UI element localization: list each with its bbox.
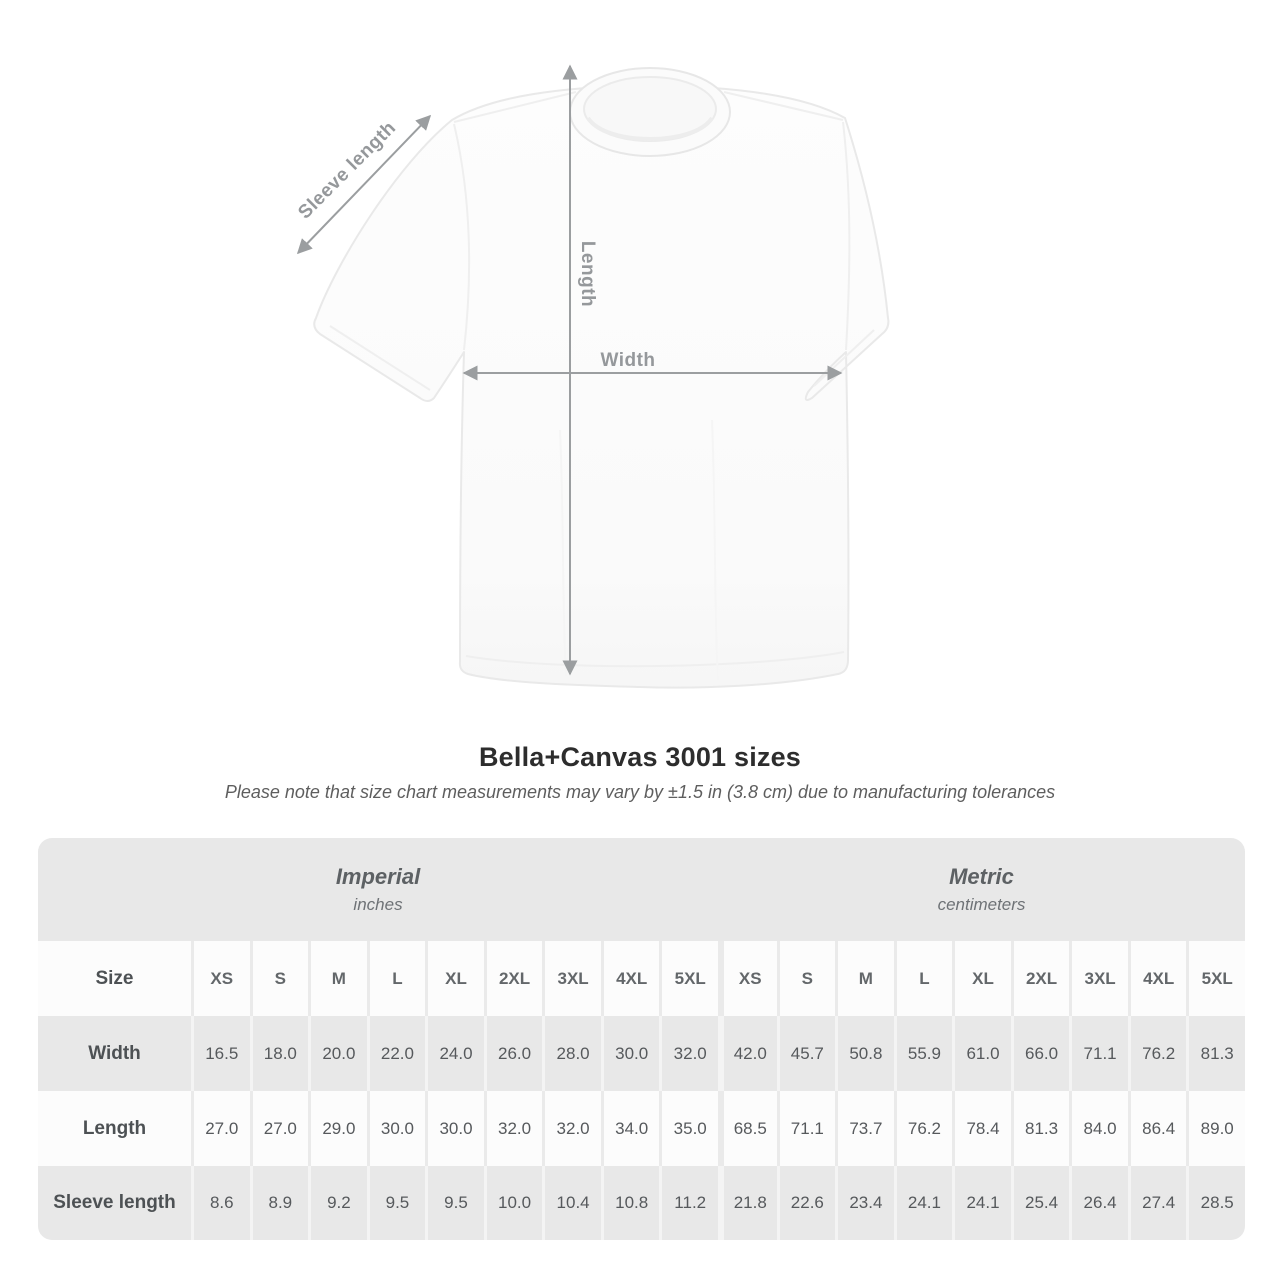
width-value-cell: 32.0 xyxy=(659,1016,718,1091)
imperial-unit-header xyxy=(38,864,718,915)
length-value-cell: 27.0 xyxy=(250,1091,309,1166)
title-block xyxy=(0,742,1280,803)
length-value-cell: 84.0 xyxy=(1069,1091,1128,1166)
size-column-header: L xyxy=(894,941,953,1016)
metric-sublabel: centimeters xyxy=(937,895,1026,914)
imperial-label: Imperial xyxy=(335,864,421,889)
width-value-cell: 55.9 xyxy=(894,1016,953,1091)
width-value-cell: 18.0 xyxy=(250,1016,309,1091)
length-value-cell: 27.0 xyxy=(191,1091,250,1166)
table-row-sleeve-length xyxy=(38,1166,1245,1240)
sleeve-length-value-cell: 10.8 xyxy=(601,1166,660,1240)
length-value-cell: 32.0 xyxy=(542,1091,601,1166)
size-column-header: M xyxy=(308,941,367,1016)
length-value-cell: 86.4 xyxy=(1128,1091,1187,1166)
size-column-header: 5XL xyxy=(1186,941,1245,1016)
size-column-header: 2XL xyxy=(484,941,543,1016)
width-value-cell: 22.0 xyxy=(367,1016,426,1091)
width-value-cell: 71.1 xyxy=(1069,1016,1128,1091)
sleeve-length-value-cell: 24.1 xyxy=(894,1166,953,1240)
length-value-cell: 35.0 xyxy=(659,1091,718,1166)
width-value-cell: 16.5 xyxy=(191,1016,250,1091)
width-value-cell: 26.0 xyxy=(484,1016,543,1091)
width-value-cell: 61.0 xyxy=(952,1016,1011,1091)
length-value-cell: 30.0 xyxy=(367,1091,426,1166)
size-header-row xyxy=(38,941,1245,1016)
width-value-cell: 81.3 xyxy=(1186,1016,1245,1091)
size-column-header: S xyxy=(250,941,309,1016)
size-column-header: S xyxy=(777,941,836,1016)
size-column-header: XL xyxy=(425,941,484,1016)
width-value-cell: 66.0 xyxy=(1011,1016,1070,1091)
width-value-cell: 45.7 xyxy=(777,1016,836,1091)
sleeve-length-value-cell: 8.6 xyxy=(191,1166,250,1240)
imperial-sublabel: inches xyxy=(353,895,403,914)
length-value-cell: 29.0 xyxy=(308,1091,367,1166)
table-row-width xyxy=(38,1016,1245,1091)
size-column-header: XL xyxy=(952,941,1011,1016)
sleeve-length-value-cell: 9.5 xyxy=(367,1166,426,1240)
size-column-header: 3XL xyxy=(542,941,601,1016)
size-header-cell: Size xyxy=(95,967,134,989)
length-value-cell: 81.3 xyxy=(1011,1091,1070,1166)
width-value-cell: 76.2 xyxy=(1128,1016,1187,1091)
row-label-width: Width xyxy=(88,1042,141,1064)
tshirt-illustration xyxy=(314,68,888,688)
sleeve-length-value-cell: 8.9 xyxy=(250,1166,309,1240)
sleeve-length-value-cell: 28.5 xyxy=(1186,1166,1245,1240)
sleeve-length-value-cell: 25.4 xyxy=(1011,1166,1070,1240)
metric-unit-header xyxy=(718,864,1245,915)
sleeve-length-value-cell: 9.5 xyxy=(425,1166,484,1240)
width-value-cell: 30.0 xyxy=(601,1016,660,1091)
length-label: Length xyxy=(577,240,598,308)
sleeve-length-value-cell: 27.4 xyxy=(1128,1166,1187,1240)
sleeve-length-value-cell: 21.8 xyxy=(718,1166,777,1240)
unit-header-row xyxy=(38,838,1245,941)
metric-label: Metric xyxy=(949,864,1014,889)
page-subtitle: Please note that size chart measurements may vary by ±1.5 in (3.8 cm) due to manufacturing tolerances xyxy=(224,782,1056,802)
length-value-cell: 68.5 xyxy=(718,1091,777,1166)
row-label-sleeve-length: Sleeve length xyxy=(53,1192,176,1213)
sleeve-length-value-cell: 22.6 xyxy=(777,1166,836,1240)
sleeve-length-value-cell: 10.4 xyxy=(542,1166,601,1240)
sleeve-length-value-cell: 10.0 xyxy=(484,1166,543,1240)
size-column-header: XS xyxy=(718,941,777,1016)
sleeve-length-label: Sleeve length xyxy=(294,117,401,224)
length-value-cell: 73.7 xyxy=(835,1091,894,1166)
sleeve-length-value-cell: 23.4 xyxy=(835,1166,894,1240)
size-column-header: 5XL xyxy=(659,941,718,1016)
width-value-cell: 28.0 xyxy=(542,1016,601,1091)
collar xyxy=(570,68,730,156)
size-column-header: L xyxy=(367,941,426,1016)
sleeve-length-value-cell: 24.1 xyxy=(952,1166,1011,1240)
length-value-cell: 32.0 xyxy=(484,1091,543,1166)
size-table xyxy=(38,838,1245,1240)
length-value-cell: 78.4 xyxy=(952,1091,1011,1166)
size-column-header: XS xyxy=(191,941,250,1016)
sleeve-length-value-cell: 11.2 xyxy=(659,1166,718,1240)
size-column-header: 2XL xyxy=(1011,941,1070,1016)
size-column-header: M xyxy=(835,941,894,1016)
width-value-cell: 42.0 xyxy=(718,1016,777,1091)
length-value-cell: 30.0 xyxy=(425,1091,484,1166)
width-value-cell: 24.0 xyxy=(425,1016,484,1091)
size-column-header: 4XL xyxy=(1128,941,1187,1016)
length-value-cell: 76.2 xyxy=(894,1091,953,1166)
row-label-length: Length xyxy=(82,1117,147,1139)
page-title: Bella+Canvas 3001 sizes xyxy=(478,742,802,772)
length-value-cell: 89.0 xyxy=(1186,1091,1245,1166)
length-value-cell: 34.0 xyxy=(601,1091,660,1166)
sleeve-length-value-cell: 9.2 xyxy=(308,1166,367,1240)
size-column-header: 3XL xyxy=(1069,941,1128,1016)
sleeve-length-value-cell: 26.4 xyxy=(1069,1166,1128,1240)
width-value-cell: 20.0 xyxy=(308,1016,367,1091)
width-value-cell: 50.8 xyxy=(835,1016,894,1091)
size-column-header: 4XL xyxy=(601,941,660,1016)
length-value-cell: 71.1 xyxy=(777,1091,836,1166)
width-label: Width xyxy=(600,350,656,371)
table-row-length xyxy=(38,1091,1245,1166)
